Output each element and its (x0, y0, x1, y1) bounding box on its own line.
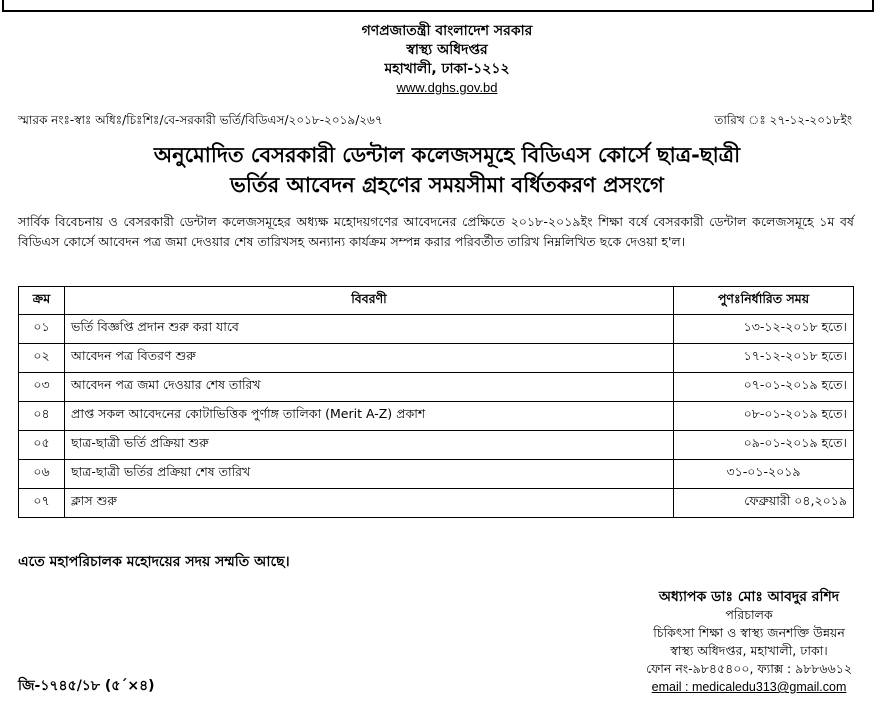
notice-body: সার্বিক বিবেচনায় ও বেসরকারী ডেন্টাল কলেজসমূহের অধ্যক্ষ মহোদয়গণের আবেদনের প্রেক্ষিতে ২০১৮-২০১৯ইং শিক্ষা বর্ষে বেসরকারী ডেন্টাল কলেজসমূহে ১ম বর্ষ বিডিএস কোর্সে আবেদন পত্র জমা দেওয়ার শেষ তারিখসহ অন্যান্য কার্যক্রম সম্পন্ন করার পরিবর্তীত তারিখ নিম্নলিখিত ছকে দেওয়া হ'ল। (18, 214, 854, 249)
row-date: ফেব্রুয়ারী ০৪,২০১৯ (674, 489, 854, 518)
row-description: প্রাপ্ত সকল আবেদনের কোটাভিত্তিক পুর্ণাঙ্গ তালিকা (Merit A-Z) প্রকাশ (65, 402, 674, 431)
row-date: ৩১-০১-২০১৯ (674, 460, 854, 489)
signatory-name: অধ্যাপক ডাঃ মোঃ আবদুর রশিদ (658, 589, 840, 605)
table-header-row (19, 287, 854, 315)
row-date: ১৩-১২-২০১৮ হতে। (674, 315, 854, 344)
row-date: ০৯-০১-২০১৯ হতে। (674, 431, 854, 460)
signatory-designation: পরিচালক (725, 607, 773, 622)
row-description: আবেদন পত্র বিতরণ শুরু (65, 344, 674, 373)
header-serial: ক্রম (19, 287, 65, 315)
row-serial: ০৭ (19, 489, 65, 518)
row-description: ছাত্র-ছাত্রী ভর্তির প্রক্রিয়া শেষ তারিখ (65, 460, 674, 489)
table-row (19, 373, 854, 402)
notice-title (0, 140, 894, 200)
table-row (19, 315, 854, 344)
top-border-frame (2, 0, 874, 12)
row-date: ০৮-০১-২০১৯ হতে। (674, 402, 854, 431)
approval-note: এতে মহাপরিচালক মহোদয়ের সদয় সম্মতি আছে। (18, 554, 290, 570)
table-row (19, 460, 854, 489)
row-description: আবেদন পত্র জমা দেওয়ার শেষ তারিখ (65, 373, 674, 402)
header-description: বিবরণী (65, 287, 674, 315)
table-row (19, 489, 854, 518)
memo-date: তারিখ ঃ ২৭-১২-২০১৮ইং (714, 113, 852, 127)
row-serial: ০৪ (19, 402, 65, 431)
header-revised-time: পুণঃনির্ধারিত সময় (674, 287, 854, 315)
contact-email[interactable]: email : medicaledu313@gmail.com (651, 680, 847, 694)
row-serial: ০১ (19, 315, 65, 344)
directorate-name: স্বাস্থ্য অধিদপ্তর (406, 42, 488, 58)
row-description: ভর্তি বিজ্ঞপ্তি প্রদান শুরু করা যাবে (65, 315, 674, 344)
table-row (19, 431, 854, 460)
signatory-department: চিকিৎসা শিক্ষা ও স্বাস্থ্য জনশক্তি উন্নয়ন (653, 625, 845, 640)
row-description: ক্লাস শুরু (65, 489, 674, 518)
govt-name: গণপ্রজাতন্ত্রী বাংলাদেশ সরকার (361, 23, 533, 39)
memo-number: স্মারক নংঃ-স্বাঃ অধিঃ/চিঃশিঃ/বে-সরকারী ভর্তি/বিডিএস/২০১৮-২০১৯/২৬৭ (18, 113, 383, 127)
row-serial: ০৫ (19, 431, 65, 460)
schedule-table (18, 286, 854, 518)
row-serial: ০২ (19, 344, 65, 373)
row-date: ১৭-১২-২০১৮ হতে। (674, 344, 854, 373)
row-serial: ০৬ (19, 460, 65, 489)
row-serial: ০৩ (19, 373, 65, 402)
title-line-1: অনুমোদিত বেসরকারী ডেন্টাল কলেজসমূহে বিডিএস কোর্সে ছাত্র-ছাত্রী (153, 143, 741, 167)
row-description: ছাত্র-ছাত্রী ভর্তি প্রক্রিয়া শুরু (65, 431, 674, 460)
letterhead (0, 22, 894, 97)
address: মহাখালী, ঢাকা-১২১২ (384, 61, 510, 77)
signature-block (646, 588, 852, 696)
contact-phone: ফোন নং-৯৮৪৫৪০০, ফ্যাক্স : ৯৮৮৬৬১২ (646, 661, 852, 676)
row-date: ০৭-০১-২০১৯ হতে। (674, 373, 854, 402)
website-link[interactable]: www.dghs.gov.bd (396, 80, 498, 95)
table-row (19, 402, 854, 431)
title-line-2: ভর্তির আবেদন গ্রহণের সময়সীমা বর্ধিতকরণ প্রসংগে (230, 173, 664, 197)
print-reference: জি-১৭৪৫/১৮ (৫´×৪) (18, 678, 155, 694)
signatory-office: স্বাস্থ্য অধিদপ্তর, মহাখালী, ঢাকা। (670, 643, 828, 658)
table-row (19, 344, 854, 373)
